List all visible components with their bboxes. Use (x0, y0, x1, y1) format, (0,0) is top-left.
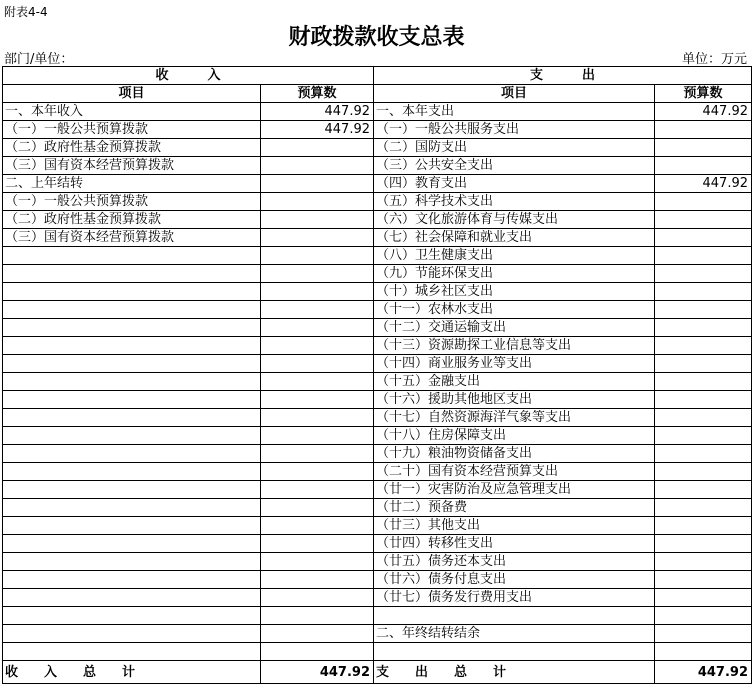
table-row (3, 319, 752, 337)
expense-item-cell: （十）城乡社区支出 (374, 283, 655, 301)
income-budget-cell (261, 283, 374, 301)
income-budget-header: 预算数 (261, 85, 374, 103)
table-row (3, 355, 752, 373)
column-header-row (3, 85, 752, 103)
income-item-cell (3, 643, 261, 661)
expense-budget-cell (655, 121, 752, 139)
expense-budget-cell (655, 589, 752, 607)
expense-budget-cell (655, 427, 752, 445)
table-row (3, 391, 752, 409)
expense-budget-cell (655, 247, 752, 265)
expense-total-value: 447.92 (655, 661, 752, 684)
income-budget-cell (261, 625, 374, 643)
income-budget-cell (261, 481, 374, 499)
expense-budget-cell (655, 535, 752, 553)
income-budget-cell (261, 409, 374, 427)
expense-budget-cell (655, 625, 752, 643)
income-item-cell: （一）一般公共预算拨款 (3, 193, 261, 211)
income-budget-cell (261, 157, 374, 175)
expense-budget-cell (655, 211, 752, 229)
expense-item-cell: （五）科学技术支出 (374, 193, 655, 211)
table-row (3, 211, 752, 229)
income-budget-cell (261, 607, 374, 625)
expense-budget-header: 预算数 (655, 85, 752, 103)
expense-item-cell: （十七）自然资源海洋气象等支出 (374, 409, 655, 427)
income-item-cell (3, 337, 261, 355)
table-row (3, 409, 752, 427)
income-item-cell (3, 301, 261, 319)
expense-budget-cell (655, 463, 752, 481)
table-row (3, 607, 752, 625)
section-header-row (3, 67, 752, 85)
table-row (3, 103, 752, 121)
table-row (3, 571, 752, 589)
expense-item-cell: （九）节能环保支出 (374, 265, 655, 283)
expense-total-label: 支 出 总 计 (374, 661, 655, 684)
table-row (3, 427, 752, 445)
expense-item-cell (374, 607, 655, 625)
income-budget-cell (261, 553, 374, 571)
income-budget-cell (261, 193, 374, 211)
income-item-cell (3, 481, 261, 499)
expense-budget-cell (655, 229, 752, 247)
department-label: 部门/单位： (4, 52, 74, 67)
expense-budget-cell (655, 517, 752, 535)
expense-budget-cell (655, 139, 752, 157)
expense-budget-cell (655, 157, 752, 175)
expense-budget-cell (655, 301, 752, 319)
expense-budget-cell (655, 481, 752, 499)
table-row (3, 193, 752, 211)
income-item-cell: 二、上年结转 (3, 175, 261, 193)
table-row (3, 121, 752, 139)
income-budget-cell (261, 175, 374, 193)
expense-budget-cell (655, 571, 752, 589)
table-row (3, 463, 752, 481)
expense-item-cell: （廿一）灾害防治及应急管理支出 (374, 481, 655, 499)
expense-item-cell: （廿五）债务还本支出 (374, 553, 655, 571)
income-item-cell (3, 373, 261, 391)
unit-label: 单位：万元 (681, 52, 747, 67)
income-item-cell (3, 517, 261, 535)
expense-item-cell: （十二）交通运输支出 (374, 319, 655, 337)
income-budget-cell (261, 211, 374, 229)
expense-item-cell: （八）卫生健康支出 (374, 247, 655, 265)
expense-budget-cell: 447.92 (655, 175, 752, 193)
income-item-cell (3, 553, 261, 571)
expense-item-cell: （廿七）债务发行费用支出 (374, 589, 655, 607)
expense-item-cell: （廿三）其他支出 (374, 517, 655, 535)
income-item-cell: 一、本年收入 (3, 103, 261, 121)
expense-item-cell: （三）公共安全支出 (374, 157, 655, 175)
income-budget-cell (261, 229, 374, 247)
table-row (3, 589, 752, 607)
income-item-cell (3, 589, 261, 607)
income-budget-cell (261, 265, 374, 283)
income-header: 收 入 (3, 67, 374, 85)
expense-item-cell: （六）文化旅游体育与传媒支出 (374, 211, 655, 229)
income-budget-cell (261, 391, 374, 409)
table-row (3, 247, 752, 265)
table-row (3, 535, 752, 553)
expense-budget-cell: 447.92 (655, 103, 752, 121)
expense-item-cell: 二、年终结转结余 (374, 625, 655, 643)
expense-budget-cell (655, 355, 752, 373)
expense-item-cell: （十九）粮油物资储备支出 (374, 445, 655, 463)
income-budget-cell (261, 139, 374, 157)
expense-item-cell: 一、本年支出 (374, 103, 655, 121)
totals-row (3, 661, 752, 684)
income-item-cell (3, 247, 261, 265)
expense-item-cell: （七）社会保障和就业支出 (374, 229, 655, 247)
table-row (3, 481, 752, 499)
income-budget-cell (261, 319, 374, 337)
table-row (3, 175, 752, 193)
income-budget-cell (261, 427, 374, 445)
expense-item-cell: （一）一般公共服务支出 (374, 121, 655, 139)
income-budget-cell (261, 373, 374, 391)
expense-item-cell: （廿二）预备费 (374, 499, 655, 517)
table-row (3, 157, 752, 175)
income-item-cell (3, 571, 261, 589)
expense-budget-cell (655, 337, 752, 355)
income-item-cell (3, 463, 261, 481)
table-row (3, 337, 752, 355)
table-row (3, 283, 752, 301)
income-item-cell (3, 499, 261, 517)
table-row (3, 499, 752, 517)
expense-item-cell: （十三）资源勘探工业信息等支出 (374, 337, 655, 355)
income-item-cell (3, 445, 261, 463)
expense-budget-cell (655, 553, 752, 571)
expense-item-cell: （十八）住房保障支出 (374, 427, 655, 445)
expense-item-header: 项目 (374, 85, 655, 103)
income-item-cell (3, 535, 261, 553)
expense-item-cell: （十一）农林水支出 (374, 301, 655, 319)
income-item-cell (3, 427, 261, 445)
expense-header: 支 出 (374, 67, 752, 85)
table-row (3, 445, 752, 463)
expense-item-cell: （十六）援助其他地区支出 (374, 391, 655, 409)
table-row (3, 139, 752, 157)
expense-item-cell: （十四）商业服务业等支出 (374, 355, 655, 373)
income-total-label: 收 入 总 计 (3, 661, 261, 684)
expense-item-cell: （二）国防支出 (374, 139, 655, 157)
table-row (3, 643, 752, 661)
expense-item-cell (374, 643, 655, 661)
income-item-cell (3, 625, 261, 643)
income-item-cell: （二）政府性基金预算拨款 (3, 139, 261, 157)
expense-item-cell: （廿四）转移性支出 (374, 535, 655, 553)
income-item-header: 项目 (3, 85, 261, 103)
income-item-cell (3, 409, 261, 427)
income-budget-cell: 447.92 (261, 103, 374, 121)
income-total-value: 447.92 (261, 661, 374, 684)
table-row (3, 265, 752, 283)
expense-item-cell: （十五）金融支出 (374, 373, 655, 391)
expense-budget-cell (655, 391, 752, 409)
income-item-cell (3, 391, 261, 409)
expense-budget-cell (655, 409, 752, 427)
income-budget-cell (261, 301, 374, 319)
income-budget-cell (261, 499, 374, 517)
table-row (3, 301, 752, 319)
income-budget-cell (261, 463, 374, 481)
expense-item-cell: （四）教育支出 (374, 175, 655, 193)
table-row (3, 553, 752, 571)
income-item-cell (3, 265, 261, 283)
income-item-cell: （一）一般公共预算拨款 (3, 121, 261, 139)
income-item-cell (3, 319, 261, 337)
income-item-cell: （三）国有资本经营预算拨款 (3, 157, 261, 175)
expense-budget-cell (655, 607, 752, 625)
income-budget-cell (261, 571, 374, 589)
income-budget-cell (261, 643, 374, 661)
income-budget-cell (261, 355, 374, 373)
income-item-cell (3, 283, 261, 301)
income-budget-cell (261, 445, 374, 463)
expense-budget-cell (655, 373, 752, 391)
expense-budget-cell (655, 265, 752, 283)
expense-budget-cell (655, 283, 752, 301)
income-budget-cell (261, 247, 374, 265)
expense-item-cell: （二十）国有资本经营预算支出 (374, 463, 655, 481)
expense-budget-cell (655, 499, 752, 517)
income-item-cell (3, 607, 261, 625)
budget-table (2, 66, 752, 684)
income-item-cell: （二）政府性基金预算拨款 (3, 211, 261, 229)
attachment-note: 附表4-4 (4, 5, 48, 19)
expense-budget-cell (655, 643, 752, 661)
table-row (3, 373, 752, 391)
income-budget-cell (261, 337, 374, 355)
income-item-cell: （三）国有资本经营预算拨款 (3, 229, 261, 247)
income-budget-cell (261, 535, 374, 553)
table-row (3, 229, 752, 247)
income-budget-cell: 447.92 (261, 121, 374, 139)
expense-budget-cell (655, 445, 752, 463)
page-title: 财政拨款收支总表 (288, 25, 465, 50)
expense-budget-cell (655, 193, 752, 211)
expense-item-cell: （廿六）债务付息支出 (374, 571, 655, 589)
income-budget-cell (261, 517, 374, 535)
table-row (3, 517, 752, 535)
income-item-cell (3, 355, 261, 373)
income-budget-cell (261, 589, 374, 607)
expense-budget-cell (655, 319, 752, 337)
table-row (3, 625, 752, 643)
